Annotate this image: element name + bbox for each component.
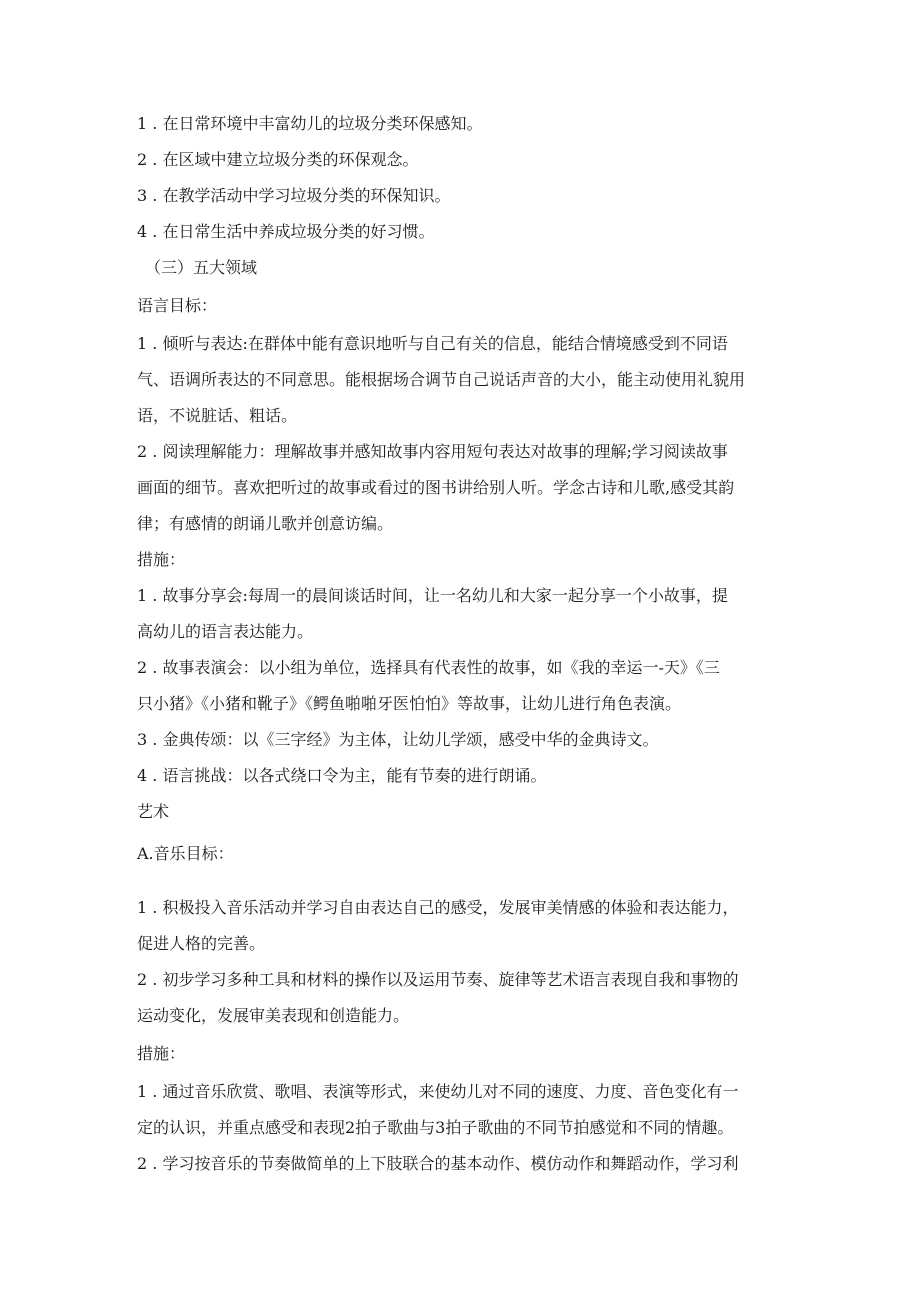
paragraph-line: 高幼儿的语言表达能力。 bbox=[137, 622, 314, 641]
paragraph-line: 画面的细节。喜欢把听过的故事或看过的图书讲给别人听。学念古诗和儿歌,感受其韵 bbox=[137, 478, 735, 497]
paragraph-line: 1 . 通过音乐欣赏、歌唱、表演等形式，来使幼儿对不同的速度、力度、音色变化有一 bbox=[137, 1082, 739, 1101]
paragraph-line: 律；有感情的朗诵儿歌并创意访编。 bbox=[137, 514, 394, 533]
paragraph-line: 运动变化，发展审美表现和创造能力。 bbox=[137, 1006, 410, 1025]
list-item-3: 3 . 在教学活动中学习垃圾分类的环保知识。 bbox=[137, 186, 451, 205]
heading-measures: 措施： bbox=[137, 550, 186, 569]
list-item-4: 4 . 在日常生活中养成垃圾分类的好习惯。 bbox=[137, 222, 435, 241]
paragraph-line: 1 . 故事分享会:每周一的晨间谈话时间，让一名幼儿和大家一起分享一个小故事，提 bbox=[137, 586, 728, 605]
heading-language-goals: 语言目标： bbox=[137, 296, 218, 315]
heading-music-goals: A.音乐目标： bbox=[137, 844, 234, 863]
paragraph-line: 1 . 倾听与表达:在群体中能有意识地听与自己有关的信息，能结合情境感受到不同语 bbox=[137, 334, 728, 353]
paragraph-line: 3 . 金典传颂：以《三字经》为主体，让幼儿学颂，感受中华的金典诗文。 bbox=[137, 730, 659, 749]
paragraph-line: 只小猪》《小猪和靴子》《鳄鱼啪啪牙医怕怕》等故事，让幼儿进行角色表演。 bbox=[137, 694, 682, 713]
paragraph-line: 气、语调所表达的不同意思。能根据场合调节自己说话声音的大小，能主动使用礼貌用 bbox=[137, 370, 746, 389]
list-item-1: 1 . 在日常环境中丰富幼儿的垃圾分类环保感知。 bbox=[137, 114, 483, 133]
paragraph-line: 定的认识，并重点感受和表现2拍子歌曲与3拍子歌曲的不同节拍感觉和不同的情趣。 bbox=[137, 1118, 734, 1137]
paragraph-line: 2 . 学习按音乐的节奏做简单的上下肢联合的基本动作、模仿动作和舞蹈动作，学习利 bbox=[137, 1154, 739, 1173]
paragraph-line: 促进人格的完善。 bbox=[137, 934, 266, 953]
paragraph-line: 2 . 初步学习多种工具和材料的操作以及运用节奏、旋律等艺术语言表现自我和事物的 bbox=[137, 970, 739, 989]
paragraph-line: 2 . 故事表演会：以小组为单位，选择具有代表性的故事，如《我的幸运一-天》《三 bbox=[137, 658, 720, 677]
paragraph-line: 1 . 积极投入音乐活动并学习自由表达自己的感受，发展审美情感的体验和表达能力， bbox=[137, 898, 739, 917]
heading-measures: 措施： bbox=[137, 1044, 186, 1063]
heading-art: 艺术 bbox=[137, 802, 170, 821]
list-item-2: 2 . 在区域中建立垃圾分类的环保观念。 bbox=[137, 150, 419, 169]
paragraph-line: 语，不说脏话、粗话。 bbox=[137, 406, 298, 425]
section-heading-five-domains: （三）五大领域 bbox=[145, 258, 258, 277]
paragraph-line: 2 . 阅读理解能力：理解故事并感知故事内容用短句表达对故事的理解;学习阅读故事 bbox=[137, 442, 728, 461]
paragraph-line: 4 . 语言挑战：以各式绕口令为主，能有节奏的进行朗诵。 bbox=[137, 766, 547, 785]
